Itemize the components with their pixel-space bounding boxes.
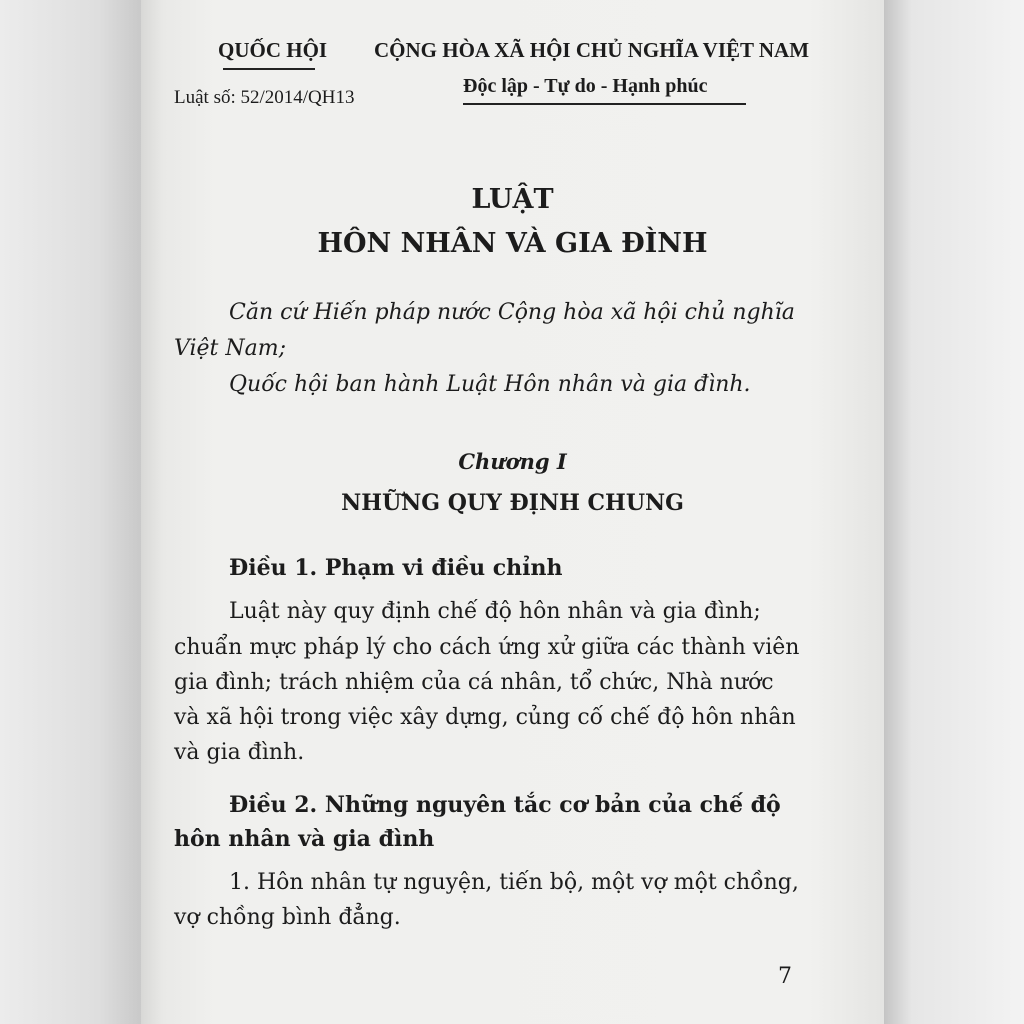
book-right-edge [884,0,1024,1024]
page-number: 7 [778,964,792,989]
preamble-line-1: Căn cứ Hiến pháp nước Cộng hòa xã hội chủ nghĩa [229,300,795,325]
article-2-line: vợ chồng bình đẳng. [174,905,401,930]
law-title: HÔN NHÂN VÀ GIA ĐÌNH [317,228,708,259]
header-motto: Độc lập - Tự do - Hạnh phúc [463,75,708,97]
law-title-label: LUẬT [471,184,554,215]
header-motto-underline [463,103,746,105]
chapter-title: NHỮNG QUY ĐỊNH CHUNG [341,490,684,516]
article-1-line: và xã hội trong việc xây dựng, củng cố chế độ hôn nhân [174,705,796,730]
article-1-line: và gia đình. [174,740,305,765]
header-issuer-underline [223,68,315,70]
article-1-heading: Điều 1. Phạm vi điều chỉnh [229,555,563,581]
article-2-line: 1. Hôn nhân tự nguyện, tiến bộ, một vợ một chồng, [229,870,799,895]
article-1-line: Luật này quy định chế độ hôn nhân và gia đình; [229,599,761,624]
preamble-line-2: Việt Nam; [174,336,287,361]
chapter-label: Chương I [458,449,567,474]
article-2-heading-cont: hôn nhân và gia đình [174,826,435,852]
preamble-line-3: Quốc hội ban hành Luật Hôn nhân và gia đình. [229,372,751,397]
article-1-line: gia đình; trách nhiệm của cá nhân, tổ chức, Nhà nước [174,670,774,695]
law-number: Luật số: 52/2014/QH13 [174,87,355,108]
header-issuer: QUỐC HỘI [218,38,328,62]
book-page [141,0,884,1024]
book-left-edge [0,0,141,1024]
header-country: CỘNG HÒA XÃ HỘI CHỦ NGHĨA VIỆT NAM [374,38,810,62]
article-1-line: chuẩn mực pháp lý cho cách ứng xử giữa các thành viên [174,635,800,660]
article-2-heading: Điều 2. Những nguyên tắc cơ bản của chế độ [229,792,781,818]
